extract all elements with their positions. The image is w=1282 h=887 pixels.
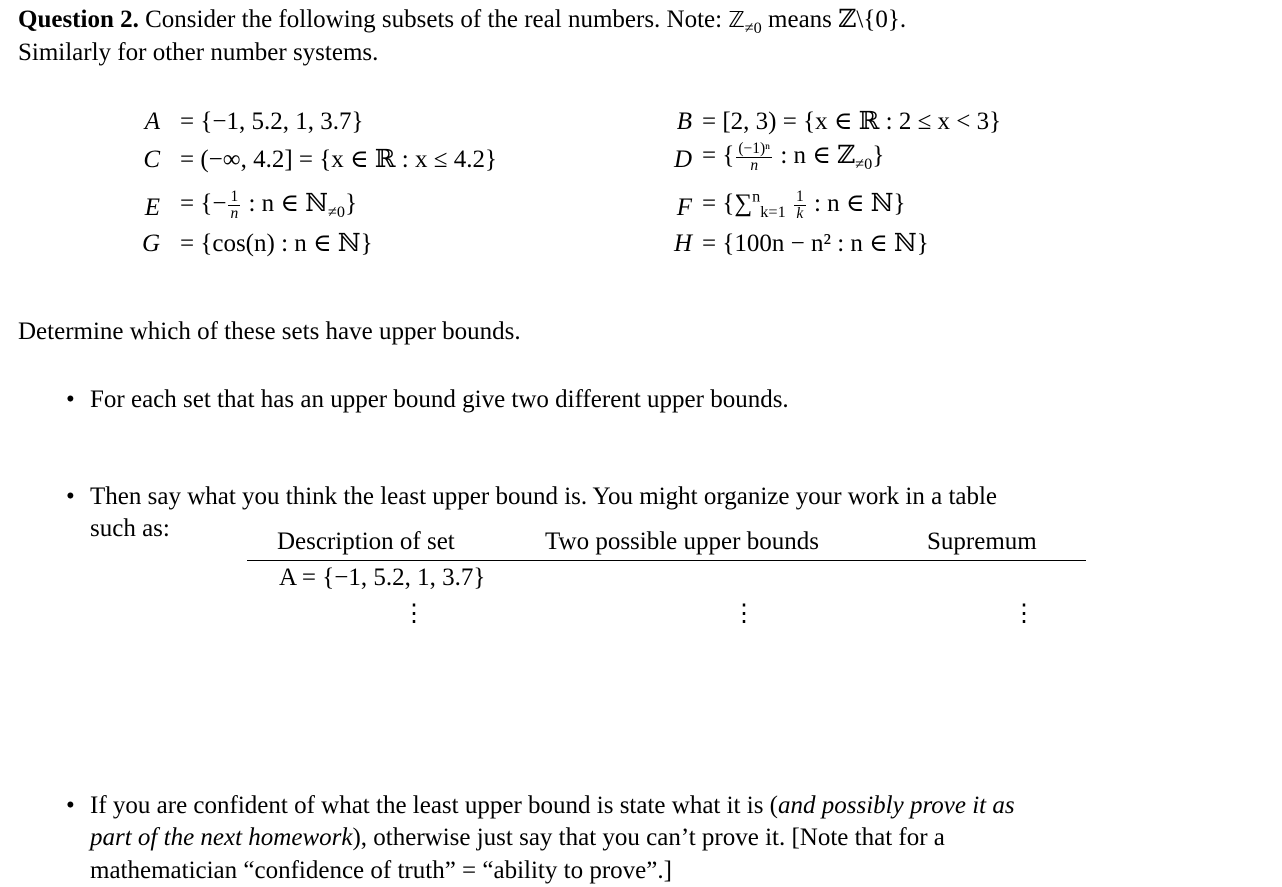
- bullet-text-3-italic1: and possibly prove it as: [778, 792, 1015, 819]
- table-row-1-description: A = {−1, 5.2, 1, 3.7}: [279, 562, 485, 595]
- set-def-d-pre: = {: [702, 142, 734, 169]
- set-def-d: [702, 140, 884, 174]
- z-symbol: ℤ: [728, 8, 744, 33]
- example-table: [247, 526, 1086, 646]
- bullet-dot-icon: •: [66, 481, 75, 514]
- set-def-f-sum-sub: k=1: [760, 203, 785, 221]
- set-def-f-num: 1: [794, 189, 806, 206]
- bullet-dot-icon: •: [66, 790, 75, 823]
- set-def-d-close: }: [872, 142, 884, 169]
- set-label-e: E: [130, 192, 160, 225]
- question-intro-line2: Similarly for other number systems.: [18, 37, 1268, 70]
- set-def-e: [180, 188, 357, 222]
- set-def-b: = [2, 3) = {x ∈ ℝ : 2 ≤ x < 3}: [702, 106, 1001, 139]
- bullet-text-3c: mathematician “confidence of truth” = “ability to prove”.]: [90, 857, 672, 884]
- set-def-f-pre: = {∑: [702, 190, 752, 217]
- table-header-supremum: Supremum: [927, 526, 1037, 559]
- set-def-e-sub: ≠0: [328, 203, 345, 221]
- set-label-a: A: [130, 106, 160, 139]
- set-def-d-num: (−1)ⁿ: [736, 141, 772, 158]
- set-def-e-pre: = {−: [180, 190, 226, 217]
- table-vdots-3: ⋮: [1012, 610, 1022, 618]
- set-def-d-post: : n ∈ ℤ: [774, 142, 855, 169]
- page: [18, 4, 1268, 69]
- set-def-a: = {−1, 5.2, 1, 3.7}: [180, 106, 363, 139]
- set-def-f-den: k: [794, 206, 806, 222]
- set-def-e-post: : n ∈ ℕ: [242, 190, 328, 217]
- question-intro-text: Consider the following subsets of the real numbers. Note:: [145, 6, 728, 33]
- set-label-d: D: [662, 144, 692, 177]
- bullet-text-1: For each set that has an upper bound give two different upper bounds.: [90, 386, 789, 413]
- set-def-h: = {100n − n² : n ∈ ℕ}: [702, 228, 929, 261]
- set-def-f-fraction: [794, 189, 806, 223]
- set-def-e-num: 1: [228, 189, 240, 206]
- set-label-c: C: [130, 144, 160, 177]
- bullet-text-3-italic2: part of the next homework: [90, 824, 352, 851]
- set-def-c: = (−∞, 4.2] = {x ∈ ℝ : x ≤ 4.2}: [180, 144, 497, 177]
- set-def-f-post: : n ∈ ℕ}: [808, 190, 906, 217]
- set-def-f: [702, 188, 906, 222]
- set-definitions: [18, 106, 1268, 286]
- set-label-f: F: [662, 192, 692, 225]
- z-minus-zero: ℤ\{0}.: [838, 6, 906, 33]
- set-def-e-fraction: [228, 189, 240, 223]
- table-header-description: Description of set: [277, 526, 455, 559]
- set-label-b: B: [662, 106, 692, 139]
- set-def-d-fraction: [736, 141, 772, 175]
- means-text: means: [762, 6, 838, 33]
- bullet-text-2a: Then say what you think the least upper bound is. You might organize your work in a table: [90, 483, 997, 510]
- set-def-g: = {cos(n) : n ∈ ℕ}: [180, 228, 373, 261]
- bullet-item-1: [66, 384, 1236, 417]
- question-intro-line1: [18, 4, 1268, 37]
- determine-text: Determine which of these sets have upper bounds.: [18, 316, 521, 349]
- bullet-text-2b: such as:: [90, 515, 170, 542]
- set-def-e-den: n: [228, 206, 240, 222]
- table-header-upper-bounds: Two possible upper bounds: [545, 526, 819, 559]
- set-def-d-sub: ≠0: [855, 155, 872, 173]
- bullet-text-3b: ), otherwise just say that you can’t prove it. [Note that for a: [352, 824, 944, 851]
- bullet-text-3a: If you are confident of what the least upper bound is state what it is (: [90, 792, 778, 819]
- set-label-g: G: [130, 228, 160, 261]
- table-vdots-1: ⋮: [402, 610, 412, 618]
- set-label-h: H: [662, 228, 692, 261]
- set-def-d-den: n: [736, 158, 772, 174]
- table-vdots-2: ⋮: [732, 610, 742, 618]
- question-heading: Question 2.: [18, 6, 139, 33]
- set-def-f-sum-sup: n: [752, 188, 760, 206]
- bullet-dot-icon: •: [66, 384, 75, 417]
- set-def-e-close: }: [345, 190, 357, 217]
- bullet-item-3: [66, 790, 1236, 887]
- def-row-2: [18, 144, 1268, 188]
- z-subscript: ≠0: [745, 19, 762, 37]
- table-header-rule: [247, 560, 1086, 561]
- def-row-4: [18, 228, 1268, 272]
